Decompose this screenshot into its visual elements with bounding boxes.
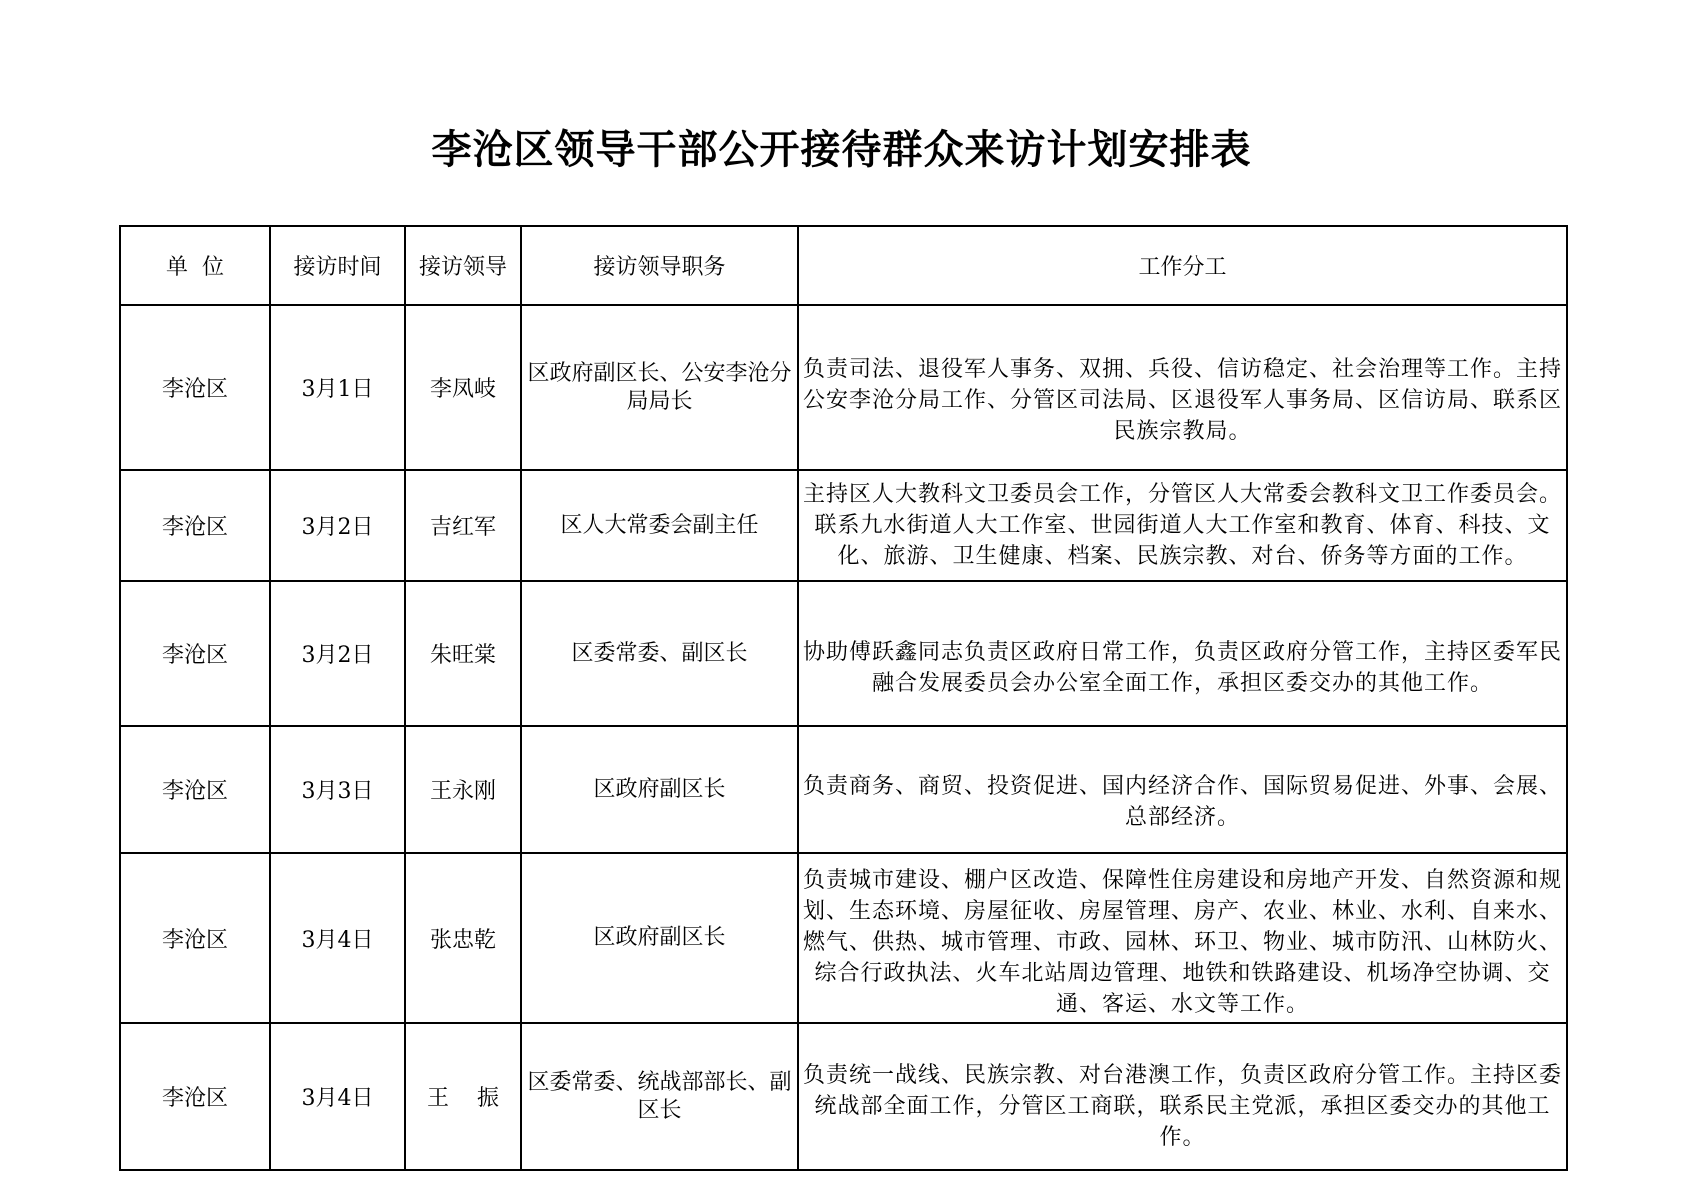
schedule-table [119,225,1568,1171]
cell-leader: 朱旺棠 [405,581,521,726]
cell-date: 3月4日 [270,853,405,1023]
cell-position: 区政府副区长 [521,726,798,853]
cell-unit: 李沧区 [120,305,270,470]
cell-position: 区委常委、统战部部长、副区长 [521,1023,798,1170]
table-header-row [120,226,1567,305]
cell-date: 3月4日 [270,1023,405,1170]
header-leader: 接访领导 [405,226,521,305]
cell-duties: 负责司法、退役军人事务、双拥、兵役、信访稳定、社会治理等工作。主持公安李沧分局工作、分管区司法局、区退役军人事务局、区信访局、联系区民族宗教局。 [798,305,1567,470]
table-row [120,470,1567,581]
cell-position: 区人大常委会副主任 [521,470,798,581]
cell-unit: 李沧区 [120,470,270,581]
cell-unit: 李沧区 [120,1023,270,1170]
cell-date: 3月1日 [270,305,405,470]
table-row [120,726,1567,853]
cell-duties: 协助傅跃鑫同志负责区政府日常工作，负责区政府分管工作，主持区委军民融合发展委员会办公室全面工作，承担区委交办的其他工作。 [798,581,1567,726]
cell-duties: 负责统一战线、民族宗教、对台港澳工作，负责区政府分管工作。主持区委统战部全面工作，分管区工商联，联系民主党派，承担区委交办的其他工作。 [798,1023,1567,1170]
header-duties: 工作分工 [798,226,1567,305]
cell-date: 3月2日 [270,581,405,726]
table-row [120,581,1567,726]
header-unit: 单 位 [120,226,270,305]
cell-duties: 负责城市建设、棚户区改造、保障性住房建设和房地产开发、自然资源和规划、生态环境、房屋征收、房屋管理、房产、农业、林业、水利、自来水、燃气、供热、城市管理、市政、园林、环卫、物业、城市防汛、山林防火、综合行政执法、火车北站周边管理、地铁和铁路建设、机场净空协调、交通、客运、水文等工作。 [798,853,1567,1023]
cell-leader: 王永刚 [405,726,521,853]
cell-date: 3月2日 [270,470,405,581]
cell-leader: 吉红军 [405,470,521,581]
cell-leader: 张忠乾 [405,853,521,1023]
cell-position: 区委常委、副区长 [521,581,798,726]
table-row [120,1023,1567,1170]
header-date: 接访时间 [270,226,405,305]
cell-leader: 李凤岐 [405,305,521,470]
table-row [120,305,1567,470]
cell-unit: 李沧区 [120,853,270,1023]
cell-position: 区政府副区长 [521,853,798,1023]
cell-duties: 负责商务、商贸、投资促进、国内经济合作、国际贸易促进、外事、会展、总部经济。 [798,726,1567,853]
cell-duties: 主持区人大教科文卫委员会工作，分管区人大常委会教科文卫工作委员会。联系九水街道人大工作室、世园街道人大工作室和教育、体育、科技、文化、旅游、卫生健康、档案、民族宗教、对台、侨务等方面的工作。 [798,470,1567,581]
cell-unit: 李沧区 [120,581,270,726]
table-row [120,853,1567,1023]
header-position: 接访领导职务 [521,226,798,305]
cell-date: 3月3日 [270,726,405,853]
cell-unit: 李沧区 [120,726,270,853]
cell-position: 区政府副区长、公安李沧分局局长 [521,305,798,470]
cell-leader: 王 振 [405,1023,521,1170]
page-title: 李沧区领导干部公开接待群众来访计划安排表 [431,127,1252,173]
